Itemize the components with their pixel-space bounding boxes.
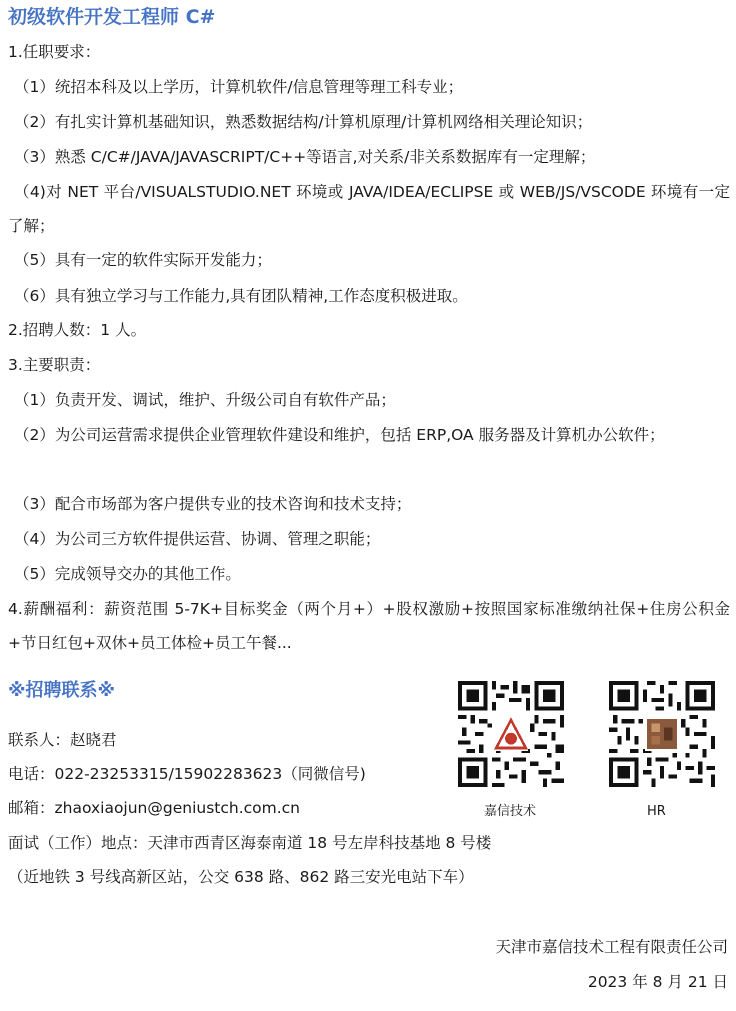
duty-item: （5）完成领导交办的其他工作。 bbox=[14, 565, 241, 583]
duty-item: （1）负责开发、调试，维护、升级公司自有软件产品； bbox=[14, 391, 396, 409]
duties-heading: 3.主要职责： bbox=[8, 356, 101, 374]
contact-phone: 电话：022-23253315/15902283623（同微信号) bbox=[8, 765, 366, 783]
transit-info: （近地铁 3 号线高新区站，公交 638 路、862 路三安光电站下车） bbox=[8, 868, 474, 886]
qr-label: HR bbox=[647, 804, 666, 819]
page-title: 初级软件开发工程师 C# bbox=[8, 6, 216, 28]
duty-item: （2）为公司运营需求提供企业管理软件建设和维护，包括 ERP,OA 服务器及计算机办公软件； bbox=[14, 426, 665, 444]
duty-item: （4）为公司三方软件提供运营、协调、管理之职能； bbox=[14, 530, 381, 548]
qr-code-icon bbox=[458, 681, 564, 787]
posting-date: 2023 年 8 月 21 日 bbox=[587, 973, 728, 991]
contact-email: 邮箱：zhaoxiaojun@geniustch.com.cn bbox=[8, 799, 301, 817]
headcount: 2.招聘人数：1 人。 bbox=[8, 321, 147, 339]
requirement-item: （4)对 NET 平台/VISUALSTUDIO.NET 环境或 JAVA/IDEA/ECLIPSE 或 WEB/JS/VSCODE 环境有一定了解； bbox=[8, 183, 730, 235]
contact-heading: ※招聘联系※ bbox=[8, 680, 115, 701]
interview-address: 面试（工作）地点：天津市西青区海泰南道 18 号左岸科技基地 8 号楼 bbox=[8, 834, 492, 852]
requirement-item: （5）具有一定的软件实际开发能力； bbox=[14, 251, 272, 269]
requirement-item: （6）具有独立学习与工作能力,具有团队精神,工作态度积极进取。 bbox=[14, 287, 468, 305]
requirements-heading: 1.任职要求： bbox=[8, 43, 101, 61]
requirement-item: （1）统招本科及以上学历，计算机软件/信息管理等理工科专业； bbox=[14, 78, 464, 96]
qr-code-icon bbox=[609, 681, 715, 787]
requirement-item: （2）有扎实计算机基础知识，熟悉数据结构/计算机原理/计算机网络相关理论知识； bbox=[14, 113, 593, 131]
benefits: 4.薪酬福利：薪资范围 5-7K+目标奖金（两个月+）+股权激励+按照国家标准缴纳社保+住房公积金+节日红包+双休+员工体检+员工午餐... bbox=[8, 600, 730, 652]
contact-person: 联系人：赵晓君 bbox=[8, 731, 117, 749]
qr-label: 嘉信技术 bbox=[484, 804, 537, 819]
duty-item: （3）配合市场部为客户提供专业的技术咨询和技术支持； bbox=[14, 495, 412, 513]
company-name: 天津市嘉信技术工程有限责任公司 bbox=[495, 938, 728, 956]
requirement-item: （3）熟悉 C/C#/JAVA/JAVASCRIPT/C++等语言,对关系/非关系数据库有一定理解； bbox=[14, 148, 596, 166]
